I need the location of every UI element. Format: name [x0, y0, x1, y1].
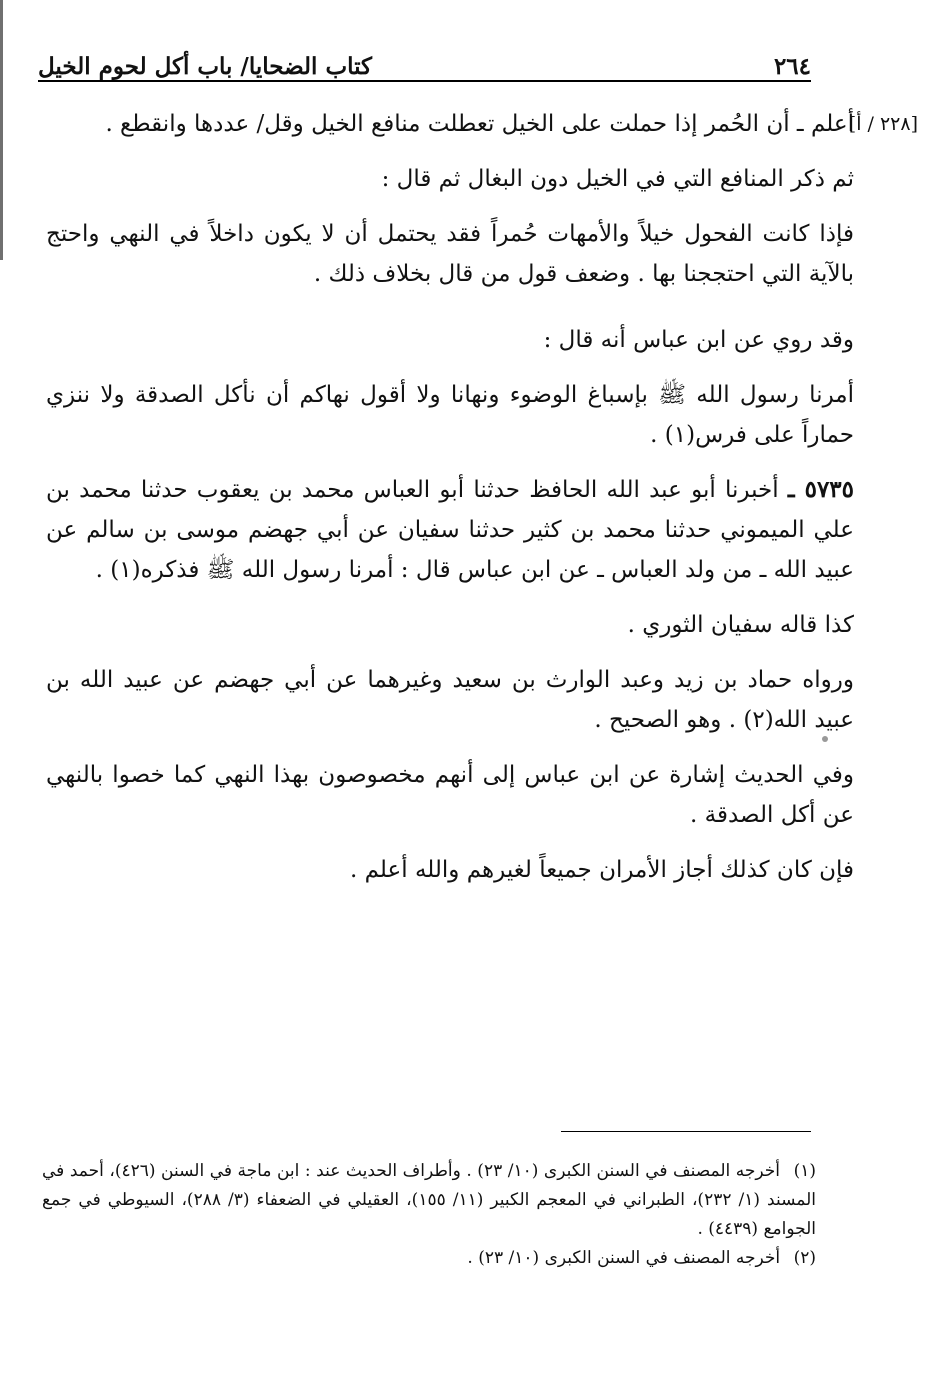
- paragraph-9: وفي الحديث إشارة عن ابن عباس إلى أنهم مخصوصون بهذا النهي كما خصوا بالنهي عن أكل الصدقة .: [46, 762, 854, 828]
- running-title: كتاب الضحايا/ باب أكل لحوم الخيل: [38, 53, 372, 80]
- paragraph-3: فإذا كانت الفحول خيلاً والأمهات حُمراً فقد يحتمل أن لا يكون داخلاً في النهي واحتج بالآية التي احتججنا بها . وضعف قول من قال بخلاف ذلك .: [46, 221, 854, 287]
- paragraph-2: ثم ذكر المنافع التي في الخيل دون البغال ثم قال :: [381, 166, 854, 192]
- page-number: ٢٦٤: [773, 53, 811, 80]
- footnote-1-text: أخرجه المصنف في السنن الكبرى (١٠/ ٢٣) . وأطراف الحديث عند : ابن ماجة في السنن (٤٢٦)، أحمد في المسند (١/ ٢٣٢)، الطبراني في المعجم الكبير (١١/ ١٥٥)، العقيلي في الضعفاء (٣/ ٢٨٨)، السيوطي في جمع الجوامع (٤٤٣٩) .: [42, 1161, 817, 1239]
- footnote-2-number: (٢): [793, 1248, 816, 1268]
- footnote-2: [42, 1244, 816, 1273]
- paragraph-10: فإن كان كذلك أجاز الأمران جميعاً لغيرهم والله أعلم .: [349, 857, 854, 883]
- hadith-number: ٥٧٣٥ ـ: [787, 476, 855, 503]
- footnote-2-text: أخرجه المصنف في السنن الكبرى (١٠/ ٢٣) .: [467, 1248, 781, 1268]
- manuscript-folio-note: [٢٢٨ / أ]: [848, 113, 918, 135]
- paragraph-6: [46, 470, 854, 590]
- paragraph-1-text: أعلم ـ أن الحُمر إذا حملت على الخيل تعطلت منافع الخيل وقل/ عددها وانقطع .: [105, 111, 854, 137]
- footnotes: [42, 1157, 816, 1273]
- main-text: [46, 104, 918, 890]
- paragraph-1: [46, 104, 918, 144]
- scan-edge-shadow: [0, 0, 3, 260]
- page-header: [38, 38, 811, 80]
- paragraph-6-text: أخبرنا أبو عبد الله الحافظ حدثنا أبو العباس محمد بن يعقوب حدثنا محمد بن علي الميموني حدثنا محمد بن كثير حدثنا سفيان عن أبي جهضم موسى بن سالم عن عبيد الله ـ من ولد العباس ـ عن ابن عباس قال : أمرنا رسول الله ﷺ فذكره(١) .: [46, 477, 854, 583]
- scan-speck: [822, 736, 828, 742]
- footnote-rule: [561, 1131, 811, 1132]
- paragraph-7: كذا قاله سفيان الثوري .: [627, 612, 854, 638]
- paragraph-4: وقد روي عن ابن عباس أنه قال :: [543, 327, 854, 353]
- footnote-1: [42, 1157, 816, 1244]
- footnote-1-number: (١): [793, 1161, 816, 1181]
- paragraph-5: أمرنا رسول الله ﷺ بإسباغ الوضوء ونهانا ولا أقول نهاكم أن نأكل الصدقة ولا ننزي حماراً على فرس(١) .: [46, 382, 854, 448]
- paragraph-8: ورواه حماد بن زيد وعبد الوارث بن سعيد وغيرهما عن أبي جهضم عن عبيد الله بن عبيد الله(٢) . وهو الصحيح .: [46, 667, 854, 733]
- header-rule: [38, 80, 811, 82]
